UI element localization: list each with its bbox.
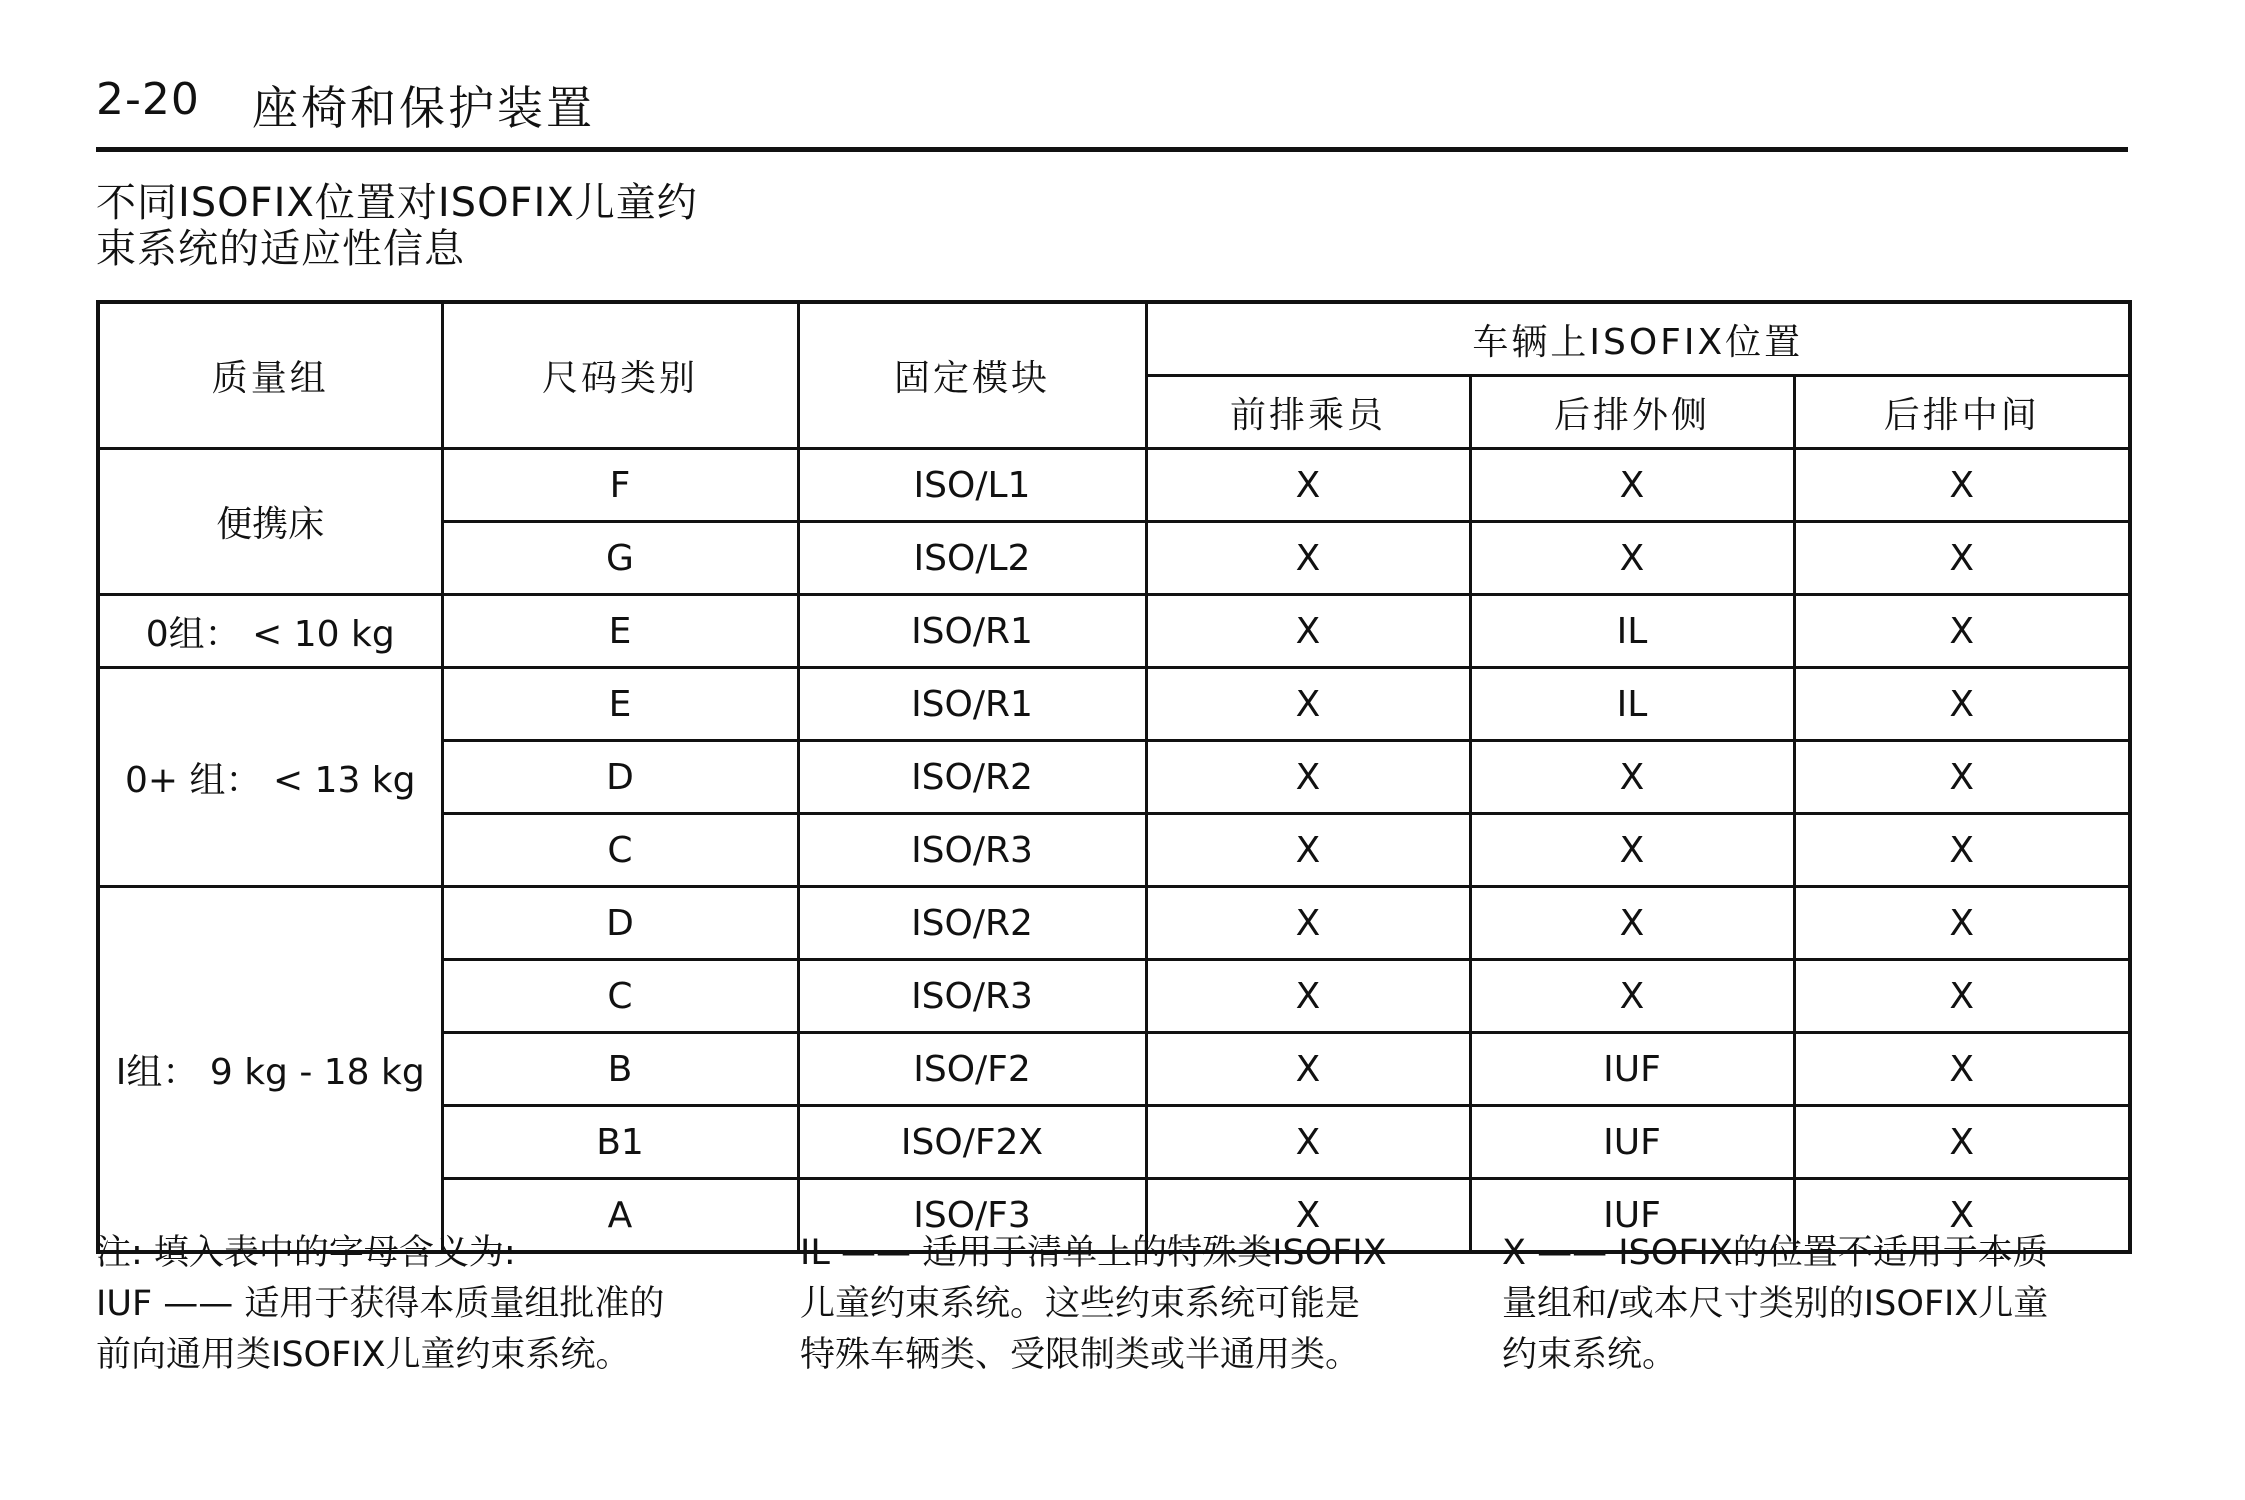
rear-center-cell: X	[1794, 960, 2130, 1033]
note-column	[800, 1228, 1480, 1381]
section-title-line: 束系统的适应性信息	[96, 226, 465, 272]
rear-outboard-cell: IL	[1470, 595, 1794, 668]
fixture-cell: ISO/R1	[798, 595, 1146, 668]
fixture-cell: ISO/R2	[798, 741, 1146, 814]
mass-group-cell: I组： 9 kg - 18 kg	[98, 887, 442, 1253]
note-column	[1502, 1228, 2142, 1381]
size-class-cell: E	[442, 668, 798, 741]
fixture-cell: ISO/L1	[798, 449, 1146, 522]
header-rear-outboard: 后排外侧	[1470, 376, 1794, 449]
table-row	[98, 449, 2130, 522]
page-number: 2-20	[96, 74, 200, 125]
header-rear-center: 后排中间	[1794, 376, 2130, 449]
mass-group-cell: 0组： < 10 kg	[98, 595, 442, 668]
front-passenger-cell: X	[1146, 522, 1470, 595]
note-line: 儿童约束系统。这些约束系统可能是	[800, 1284, 1361, 1324]
note-line: IUF —— 适用于获得本质量组批准的	[96, 1284, 665, 1324]
front-passenger-cell: X	[1146, 960, 1470, 1033]
rear-outboard-cell: X	[1470, 449, 1794, 522]
rear-outboard-cell: IUF	[1470, 1179, 1794, 1253]
fixture-cell: ISO/R3	[798, 960, 1146, 1033]
table-row	[98, 595, 2130, 668]
size-class-cell: D	[442, 887, 798, 960]
rear-center-cell: X	[1794, 595, 2130, 668]
table-row	[98, 887, 2130, 960]
fixture-cell: ISO/F3	[798, 1179, 1146, 1253]
fixture-cell: ISO/F2	[798, 1033, 1146, 1106]
table-row	[98, 668, 2130, 741]
note-line: IL —— 适用于清单上的特殊类ISOFIX	[800, 1233, 1387, 1273]
rear-outboard-cell: X	[1470, 887, 1794, 960]
header-vehicle-positions: 车辆上ISOFIX位置	[1146, 302, 2130, 376]
size-class-cell: C	[442, 960, 798, 1033]
size-class-cell: E	[442, 595, 798, 668]
note-line: 特殊车辆类、受限制类或半通用类。	[800, 1335, 1361, 1375]
front-passenger-cell: X	[1146, 741, 1470, 814]
rear-outboard-cell: X	[1470, 522, 1794, 595]
section-title-line: 不同ISOFIX位置对ISOFIX儿童约	[96, 180, 698, 226]
header-size-class: 尺码类别	[442, 302, 798, 449]
mass-group-cell: 0+ 组： < 13 kg	[98, 668, 442, 887]
rear-outboard-cell: X	[1470, 960, 1794, 1033]
note-line: 注: 填入表中的字母含义为:	[96, 1233, 516, 1273]
front-passenger-cell: X	[1146, 668, 1470, 741]
fixture-cell: ISO/R3	[798, 814, 1146, 887]
note-line: X —— ISOFIX的位置不适用于本质	[1502, 1233, 2048, 1273]
rear-outboard-cell: IL	[1470, 668, 1794, 741]
note-column	[96, 1228, 776, 1381]
rear-center-cell: X	[1794, 1179, 2130, 1253]
front-passenger-cell: X	[1146, 1033, 1470, 1106]
rear-center-cell: X	[1794, 668, 2130, 741]
section-title	[96, 180, 698, 272]
rear-outboard-cell: X	[1470, 741, 1794, 814]
rear-outboard-cell: IUF	[1470, 1106, 1794, 1179]
isofix-compatibility-table	[96, 300, 2132, 1254]
header-front-passenger: 前排乘员	[1146, 376, 1470, 449]
rear-outboard-cell: X	[1470, 814, 1794, 887]
size-class-cell: G	[442, 522, 798, 595]
chapter-title: 座椅和保护装置	[252, 81, 595, 135]
note-line: 约束系统。	[1502, 1335, 1678, 1375]
front-passenger-cell: X	[1146, 1106, 1470, 1179]
front-passenger-cell: X	[1146, 595, 1470, 668]
note-line: 前向通用类ISOFIX儿童约束系统。	[96, 1335, 631, 1375]
rear-center-cell: X	[1794, 1106, 2130, 1179]
note-line: 量组和/或本尺寸类别的ISOFIX儿童	[1502, 1284, 2049, 1324]
page-header	[96, 72, 2128, 152]
rear-center-cell: X	[1794, 522, 2130, 595]
front-passenger-cell: X	[1146, 449, 1470, 522]
rear-center-cell: X	[1794, 449, 2130, 522]
size-class-cell: B1	[442, 1106, 798, 1179]
header-fixture: 固定模块	[798, 302, 1146, 449]
fixture-cell: ISO/R2	[798, 887, 1146, 960]
front-passenger-cell: X	[1146, 1179, 1470, 1253]
rear-center-cell: X	[1794, 1033, 2130, 1106]
front-passenger-cell: X	[1146, 814, 1470, 887]
mass-group-cell: 便携床	[98, 449, 442, 595]
front-passenger-cell: X	[1146, 887, 1470, 960]
size-class-cell: C	[442, 814, 798, 887]
size-class-cell: B	[442, 1033, 798, 1106]
size-class-cell: A	[442, 1179, 798, 1253]
size-class-cell: F	[442, 449, 798, 522]
rear-center-cell: X	[1794, 887, 2130, 960]
fixture-cell: ISO/F2X	[798, 1106, 1146, 1179]
header-mass-group: 质量组	[98, 302, 442, 449]
fixture-cell: ISO/L2	[798, 522, 1146, 595]
rear-center-cell: X	[1794, 814, 2130, 887]
size-class-cell: D	[442, 741, 798, 814]
fixture-cell: ISO/R1	[798, 668, 1146, 741]
rear-center-cell: X	[1794, 741, 2130, 814]
rear-outboard-cell: IUF	[1470, 1033, 1794, 1106]
